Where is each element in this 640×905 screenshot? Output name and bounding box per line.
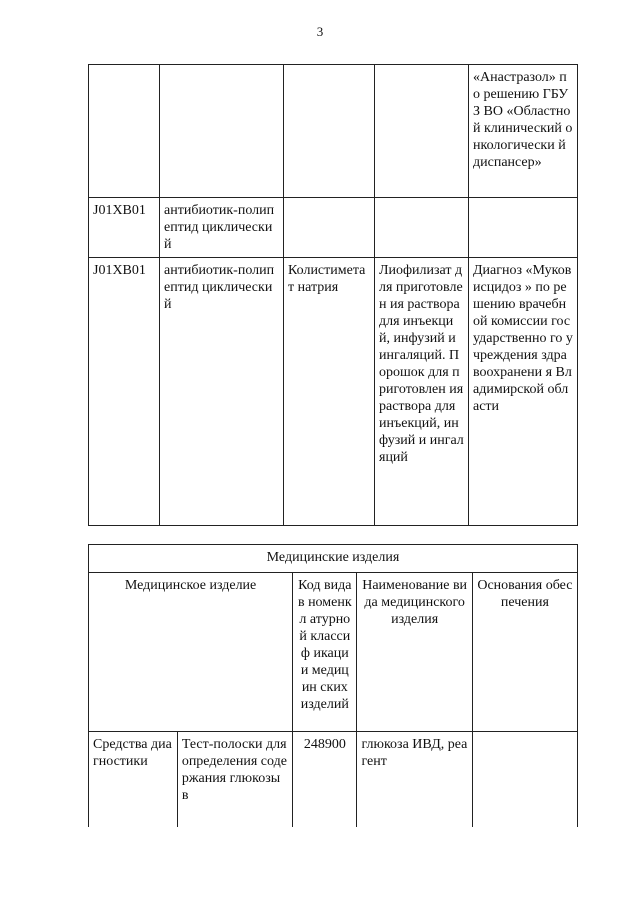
header-name: Наименование вида медицинского изделия <box>357 573 472 732</box>
category-cell: Средства диагностики <box>89 732 178 827</box>
name-cell: глюкоза ИВД, реагент <box>357 732 472 827</box>
table-row <box>89 732 578 827</box>
drug-table <box>88 64 578 526</box>
drug-name-cell: Колистимета т натрия <box>284 258 375 526</box>
basis-cell <box>472 732 577 827</box>
device-cell: Тест-полоски для определения содержания глюкозы в <box>177 732 292 827</box>
table-row <box>89 198 578 258</box>
header-code: Код вида в номенкл атурной классиф икации медицин ских изделий <box>293 573 357 732</box>
dosage-form-cell <box>375 65 469 198</box>
drug-name-cell <box>284 65 375 198</box>
table-title: Медицинские изделия <box>89 545 578 573</box>
pharm-group-cell: антибиотик-полипептид циклический <box>160 198 284 258</box>
table-row <box>89 65 578 198</box>
header-basis: Основания обеспечения <box>472 573 577 732</box>
drug-name-cell <box>284 198 375 258</box>
header-device: Медицинское изделие <box>89 573 293 732</box>
atc-code-cell <box>89 65 160 198</box>
pharm-group-cell: антибиотик-полипептид циклический <box>160 258 284 526</box>
atc-code-cell: J01XB01 <box>89 198 160 258</box>
dosage-form-cell: Лиофилизат для приготовлен ия раствора для инъекций, инфузий и ингаляций. Порошок для приготовлен ия раствора для инъекций, инфузий и ингаляций <box>375 258 469 526</box>
medical-devices-table <box>88 544 578 827</box>
table-title-row <box>89 545 578 573</box>
table-header-row <box>89 573 578 732</box>
table-row <box>89 258 578 526</box>
code-cell: 248900 <box>293 732 357 827</box>
page-number: 3 <box>316 24 324 39</box>
dosage-form-cell <box>375 198 469 258</box>
basis-cell: Диагноз «Муковисцидоз » по решению врачебной комиссии государственно го учреждения здравоохранени я Владимирской области <box>469 258 578 526</box>
basis-cell <box>469 198 578 258</box>
atc-code-cell: J01XB01 <box>89 258 160 526</box>
basis-cell: «Анастразол» по решению ГБУЗ ВО «Областной клинический онкологически й диспансер» <box>469 65 578 198</box>
pharm-group-cell <box>160 65 284 198</box>
